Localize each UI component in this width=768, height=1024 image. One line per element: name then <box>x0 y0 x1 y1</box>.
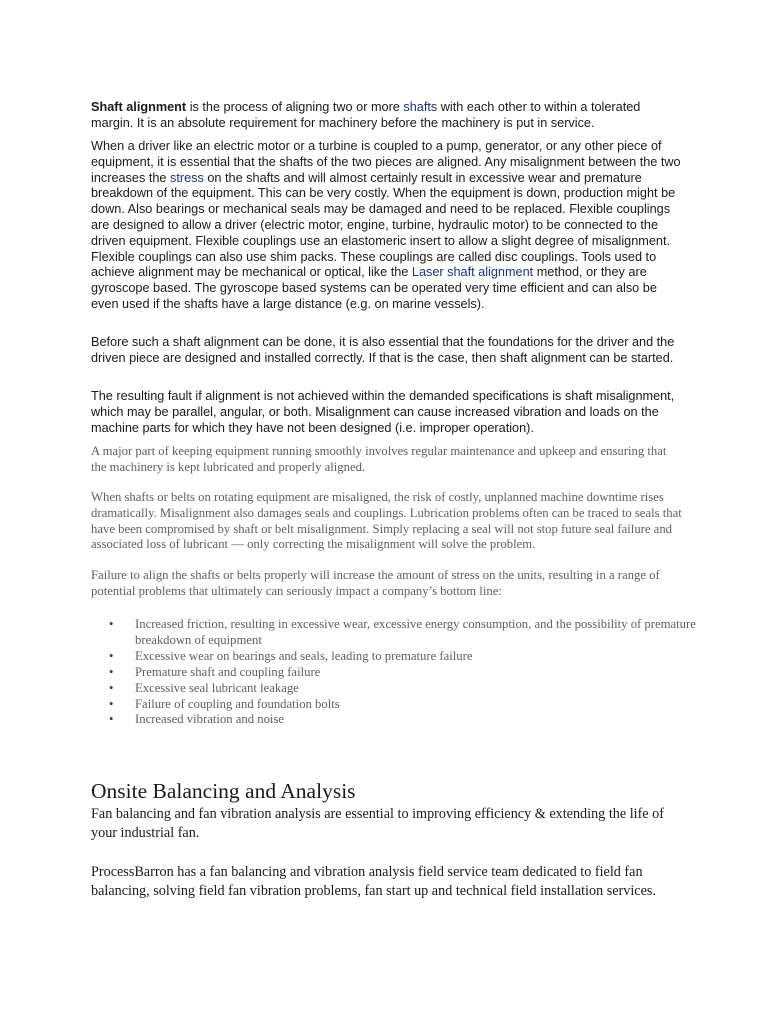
list-item: • Failure of coupling and foundation bolts <box>135 697 725 713</box>
fault-paragraph: The resulting fault if alignment is not achieved within the demanded specifications is shaft misalignment, which may be parallel, angular, or both. Misalignment can cause increased vibration and loads on the machine parts for which they have not been designed (i.e. improper operation). <box>91 389 675 435</box>
problems-list <box>91 617 725 728</box>
list-item: • Increased vibration and noise <box>135 712 725 728</box>
processbarron-paragraph: ProcessBarron has a fan balancing and vibration analysis field service team dedicated to field fan balancing, solving field fan vibration problems, fan start up and technical field installation services. <box>91 864 656 899</box>
maintenance-paragraph: A major part of keeping equipment running smoothly involves regular maintenance and upkeep and ensuring that the machinery is kept lubricated and properly aligned. <box>91 444 667 474</box>
intro-paragraph: Shaft alignment is the process of aligning two or more shafts with each other to within a tolerated margin. It is an absolute requirement for machinery before the machinery is put in service. <box>91 100 641 130</box>
list-item: • Excessive wear on bearings and seals, leading to premature failure <box>135 649 725 665</box>
balancing-heading: Onsite Balancing and Analysis <box>91 779 356 803</box>
link-shafts[interactable]: shafts <box>403 100 438 114</box>
term-shaft-alignment: Shaft alignment <box>91 100 187 114</box>
link-stress[interactable]: stress <box>170 170 204 185</box>
foundation-paragraph: Before such a shaft alignment can be done, it is also essential that the foundations for the driver and the driven piece are designed and installed correctly. If that is the case, then shaft alignment can be started. <box>91 335 675 365</box>
failure-paragraph: Failure to align the shafts or belts properly will increase the amount of stress on the units, resulting in a range of potential problems that ultimately can seriously impact a company’s bottom line: <box>91 568 660 598</box>
list-item: • Increased friction, resulting in excessive wear, excessive energy consumption, and the possibility of premature breakdown of equipment <box>135 617 725 649</box>
link-laser-shaft-alignment[interactable]: Laser shaft alignment <box>411 265 534 280</box>
balancing-intro-paragraph: Fan balancing and fan vibration analysis are essential to improving efficiency & extending the life of your industrial fan. <box>91 806 664 841</box>
list-item: • Excessive seal lubricant leakage <box>135 681 725 697</box>
driver-paragraph: When a driver like an electric motor or a turbine is coupled to a pump, generator, or any other piece of equipment, it is essential that the shafts of the two pieces are aligned. Any misalignment between the two increases the stress on the shafts and will almost certainly result in excessive wear and premature breakdown of the equipment. This can be very costly. When the equipment is down, production might be down. Also bearings or mechanical seals may be damaged and need to be replaced. Flexible couplings are designed to allow a driver (electric motor, engine, turbine, hydraulic motor) to be connected to the driven equipment. Flexible couplings use an elastomeric insert to allow a slight degree of misalignment. Flexible couplings can also use shim packs. These couplings are called disc couplings. Tools used to achieve alignment may be mechanical or optical, like the Laser shaft alignment method, or they are gyroscope based. The gyroscope based systems can be operated very time efficient and can also be even used if the shafts have a large distance (e.g. on marine vessels). <box>91 139 681 311</box>
list-item: • Premature shaft and coupling failure <box>135 665 725 681</box>
belts-paragraph: When shafts or belts on rotating equipment are misaligned, the risk of costly, unplanned machine downtime rises dramatically. Misalignment also damages seals and couplings. Lubrication problems often can be traced to seals that have been compromised by shaft or belt misalignment. Simply replacing a seal will not stop future seal failure and associated loss of lubricant — only correcting the misalignment will solve the problem. <box>91 490 682 552</box>
